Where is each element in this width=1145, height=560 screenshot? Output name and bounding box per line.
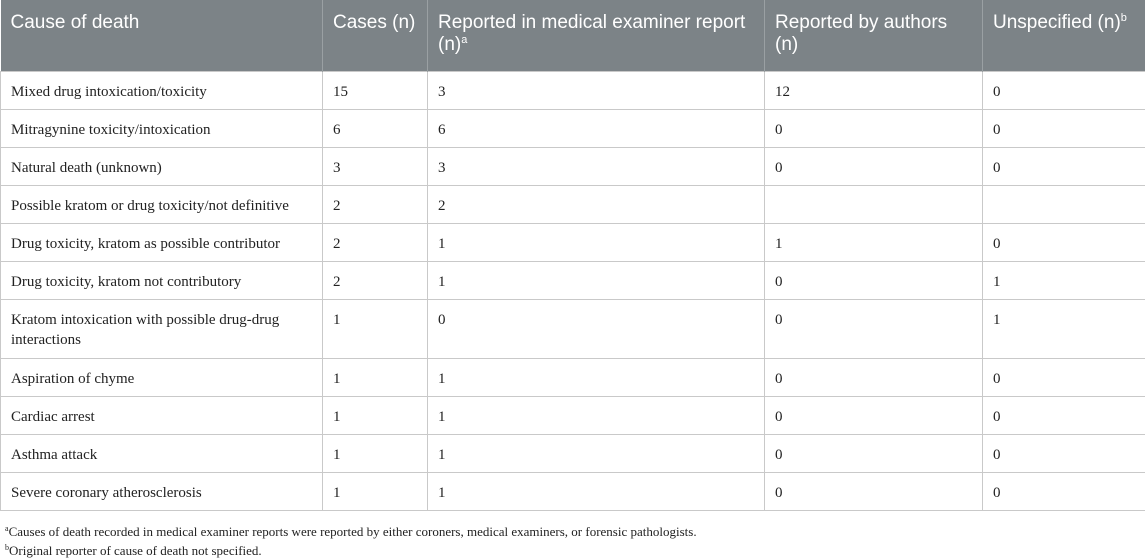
cell-cause: Severe coronary atherosclerosis	[1, 472, 323, 510]
table-footnotes	[5, 522, 697, 560]
header-unspecified: Unspecified $(n)^b$	[993, 12, 1127, 33]
cell-authors: 12	[765, 71, 983, 109]
table-row	[1, 299, 1145, 358]
cell-unspecified: 0	[983, 71, 1145, 109]
cell-cases: 15	[323, 71, 428, 109]
cell-medical-examiner: 0	[428, 299, 765, 358]
cell-unspecified: 0	[983, 109, 1145, 147]
cell-cause: Cardiac arrest	[1, 396, 323, 434]
cell-cause: Asthma attack	[1, 434, 323, 472]
cell-unspecified: 0	[983, 358, 1145, 396]
cell-authors: 0	[765, 434, 983, 472]
cell-medical-examiner: 1	[428, 261, 765, 299]
header-authors: Reported by authors (n)	[765, 0, 983, 71]
cell-cases: 1	[323, 434, 428, 472]
cell-cases: 6	[323, 109, 428, 147]
header-cases: Cases (n)	[323, 0, 428, 71]
table-row	[1, 358, 1145, 396]
cell-medical-examiner: 1	[428, 358, 765, 396]
header-medical-examiner: Reported in medical examiner report $(n)^a$	[428, 0, 765, 71]
cell-cause: Mitragynine toxicity/intoxication	[1, 109, 323, 147]
cell-medical-examiner: 1	[428, 396, 765, 434]
cell-unspecified: 0	[983, 223, 1145, 261]
table-row	[1, 71, 1145, 109]
table-row	[1, 185, 1145, 223]
cell-medical-examiner: 6	[428, 109, 765, 147]
cell-cause: Mixed drug intoxication/toxicity	[1, 71, 323, 109]
cell-cases: 2	[323, 185, 428, 223]
cell-cases: 2	[323, 261, 428, 299]
cell-authors: 0	[765, 472, 983, 510]
cell-cause: Drug toxicity, kratom not contributory	[1, 261, 323, 299]
cell-authors	[765, 185, 983, 223]
cell-medical-examiner: 2	[428, 185, 765, 223]
table-row	[1, 109, 1145, 147]
table-row	[1, 147, 1145, 185]
cell-cases: 2	[323, 223, 428, 261]
cell-cause: Natural death (unknown)	[1, 147, 323, 185]
footnote-a: $^a$Causes of death recorded in medical examiner reports were reported by either coroners, medical examiners, or forensic pathologists.	[5, 524, 697, 539]
cell-authors: 0	[765, 396, 983, 434]
footnote-b: $^b$Original reporter of cause of death not specified.	[5, 543, 262, 558]
table-row	[1, 396, 1145, 434]
cell-authors: 0	[765, 109, 983, 147]
cell-cases: 1	[323, 396, 428, 434]
cell-unspecified: 0	[983, 147, 1145, 185]
cell-cases: 1	[323, 358, 428, 396]
table-row	[1, 223, 1145, 261]
cell-authors: 1	[765, 223, 983, 261]
cell-cases: 1	[323, 472, 428, 510]
cell-authors: 0	[765, 147, 983, 185]
cell-cause: Drug toxicity, kratom as possible contributor	[1, 223, 323, 261]
table-row	[1, 472, 1145, 510]
cell-unspecified: 1	[983, 261, 1145, 299]
cell-cause: Kratom intoxication with possible drug-drug interactions	[1, 299, 323, 358]
header-row	[1, 0, 1145, 71]
table-row	[1, 434, 1145, 472]
table-row	[1, 261, 1145, 299]
cell-medical-examiner: 3	[428, 71, 765, 109]
cell-unspecified: 1	[983, 299, 1145, 358]
cell-unspecified	[983, 185, 1145, 223]
header-cause: Cause of death	[1, 0, 323, 71]
cell-medical-examiner: 3	[428, 147, 765, 185]
cell-authors: 0	[765, 358, 983, 396]
cell-unspecified: 0	[983, 472, 1145, 510]
cell-medical-examiner: 1	[428, 223, 765, 261]
cell-cause: Possible kratom or drug toxicity/not definitive	[1, 185, 323, 223]
cell-cases: 1	[323, 299, 428, 358]
cell-unspecified: 0	[983, 396, 1145, 434]
cell-unspecified: 0	[983, 434, 1145, 472]
cell-cause: Aspiration of chyme	[1, 358, 323, 396]
cell-medical-examiner: 1	[428, 434, 765, 472]
cell-medical-examiner: 1	[428, 472, 765, 510]
cell-authors: 0	[765, 261, 983, 299]
cell-authors: 0	[765, 299, 983, 358]
cell-cases: 3	[323, 147, 428, 185]
